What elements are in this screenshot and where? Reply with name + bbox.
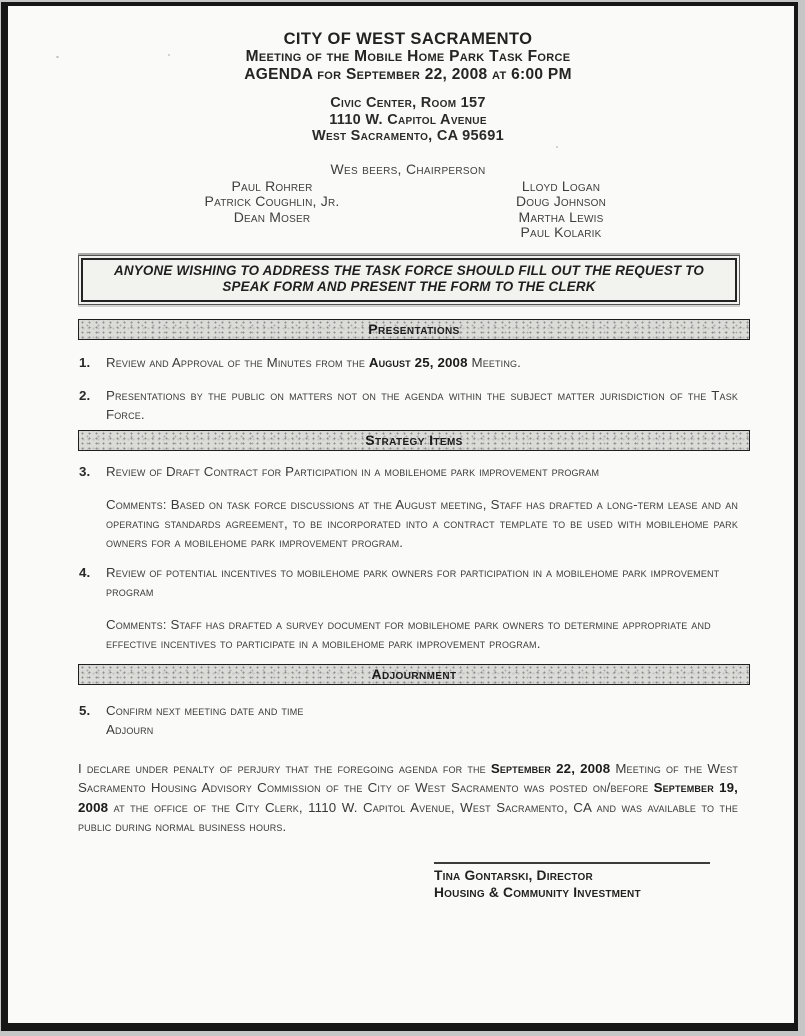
item-number: 5. [79, 703, 91, 719]
agenda-item-5 [78, 702, 738, 740]
declaration-text: at the office of the City Clerk, 1110 W. Capitol Avenue, West Sacramento, CA and was available to the public during normal business hours. [78, 799, 738, 835]
declaration-text: Meeting of the West Sacramento Housing Advisory Commission of the City of West Sacramento was posted on/before [78, 760, 738, 796]
item-3-comments: Comments: Based on task force discussions at the August meeting, Staff has drafted a long-term lease and an operating standards agreement, to be incorporated into a contract template to be used with mobilehome park owners for a mobilehome park improvement program. [106, 496, 738, 551]
item-number: 1. [79, 354, 91, 370]
signature-line [434, 862, 710, 864]
item-number: 3. [79, 463, 91, 479]
posting-declaration [78, 759, 738, 837]
members-column-left [78, 179, 466, 241]
item-text: Adjourn [106, 722, 154, 738]
agenda-item-2 [78, 387, 738, 425]
agenda-date-line: AGENDA for September 22, 2008 at 6:00 PM [244, 65, 572, 83]
item-text: Review of Draft Contract for Participation in a mobilehome park improvement program [106, 463, 600, 479]
task-force-members [78, 179, 738, 241]
section-header-strategy-items: Strategy Items [78, 430, 750, 451]
scan-noise-speck [168, 54, 170, 56]
speaker-notice-box [78, 255, 740, 305]
section-header-presentations: Presentations [78, 319, 750, 340]
member-name: Dean Moser [233, 208, 311, 225]
signature-block [434, 862, 738, 902]
agenda-item-4 [78, 564, 738, 602]
item-text: Review of potential incentives to mobilehome park owners for participation in a mobilehome park improvement program [106, 565, 720, 600]
member-name: Doug Johnson [515, 193, 607, 209]
item-number: 2. [79, 388, 91, 404]
speaker-notice-text: ANYONE WISHING TO ADDRESS THE TASK FORCE SHOULD FILL OUT THE REQUEST TO SPEAK FORM AND PRESENT THE FORM TO THE CLERK [81, 258, 737, 302]
member-name: Patrick Coughlin, Jr. [204, 193, 340, 209]
signature-name-title: Tina Gontarski, Director [434, 867, 593, 883]
item-text: Meeting. [467, 354, 521, 370]
member-name: Martha Lewis [518, 208, 604, 225]
venue-room: Civic Center, Room 157 [330, 95, 486, 111]
member-name: Paul Rohrer [231, 177, 313, 194]
item-date: August 25, 2008 [368, 354, 468, 370]
page-content [8, 6, 794, 902]
item-number: 4. [79, 565, 91, 581]
agenda-item-3 [78, 463, 738, 482]
agenda-item-1 [78, 354, 738, 373]
scan-noise-speck [556, 146, 558, 148]
members-column-right [466, 179, 656, 241]
meeting-subtitle: Meeting of the Mobile Home Park Task Force [245, 48, 571, 65]
page-title: CITY OF WEST SACRAMENTO [283, 30, 533, 48]
declaration-text: I declare under penalty of perjury that the foregoing agenda for the [78, 760, 491, 776]
signature-department: Housing & Community Investment [434, 885, 641, 901]
item-text: Presentations by the public on matters not on the agenda within the subject matter jurisdiction of the Task Force. [106, 388, 738, 423]
section-header-adjournment: Adjournment [78, 664, 750, 685]
venue-city: West Sacramento, CA 95691 [312, 128, 504, 144]
declaration-date: September 19, 2008 [78, 780, 738, 815]
item-text: Review and Approval of the Minutes from the [106, 354, 369, 370]
item-4-comments: Comments: Staff has drafted a survey document for mobilehome park owners to determine appropriate and effective incentives to participate in a mobilehome park improvement program. [106, 616, 711, 652]
chairperson-line: Wes beers, Chairperson [330, 160, 486, 177]
item-text: Confirm next meeting date and time [106, 703, 304, 719]
scan-noise-speck [56, 56, 59, 58]
venue-street: 1110 W. Capitol Avenue [329, 111, 487, 128]
member-name: Paul Kolarik [520, 224, 602, 240]
member-name: Lloyd Logan [521, 177, 601, 194]
scanned-agenda-page [1, 2, 798, 1031]
venue-block [78, 95, 738, 145]
declaration-date: September 22, 2008 [490, 760, 611, 776]
